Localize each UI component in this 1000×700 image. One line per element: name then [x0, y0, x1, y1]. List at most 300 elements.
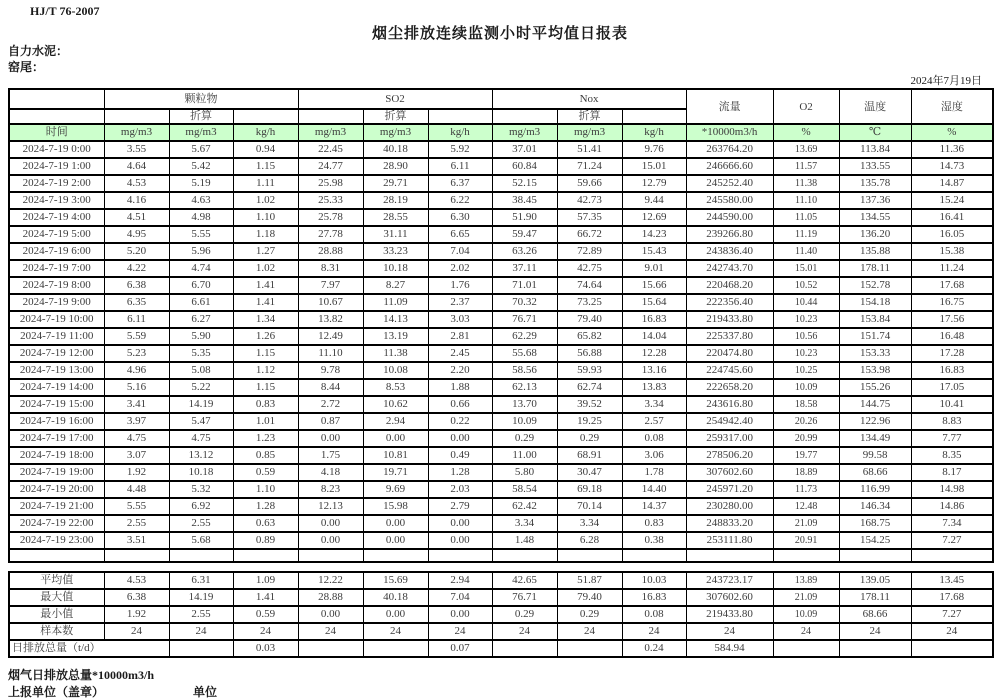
value-cell: 2.45: [428, 345, 492, 362]
value-cell: 5.96: [169, 243, 233, 260]
value-cell: 16.75: [911, 294, 993, 311]
value-cell: 28.88: [298, 243, 363, 260]
value-cell: 28.55: [363, 209, 428, 226]
value-cell: 8.17: [911, 464, 993, 481]
value-cell: 0.63: [233, 515, 298, 532]
table-row: [9, 175, 993, 192]
time-cell: 2024-7-19 8:00: [9, 277, 104, 294]
value-cell: 153.33: [839, 345, 911, 362]
blank-cell: [686, 549, 773, 562]
value-cell: 122.96: [839, 413, 911, 430]
summary-value-cell: 16.83: [622, 589, 686, 606]
time-cell: 2024-7-19 20:00: [9, 481, 104, 498]
summary-row: [9, 623, 993, 640]
value-cell: 69.18: [557, 481, 622, 498]
unit-header: kg/h: [622, 124, 686, 141]
value-cell: 16.05: [911, 226, 993, 243]
value-cell: 3.03: [428, 311, 492, 328]
value-cell: 19.77: [773, 447, 839, 464]
summary-value-cell: 7.04: [428, 589, 492, 606]
time-cell: 2024-7-19 22:00: [9, 515, 104, 532]
value-cell: 14.23: [622, 226, 686, 243]
table-row: [9, 260, 993, 277]
value-cell: 3.07: [104, 447, 169, 464]
table-row: [9, 328, 993, 345]
value-cell: 3.97: [104, 413, 169, 430]
value-cell: 16.41: [911, 209, 993, 226]
value-cell: 245252.40: [686, 175, 773, 192]
summary-value-cell: 24: [298, 623, 363, 640]
value-cell: 5.22: [169, 379, 233, 396]
value-cell: 225337.80: [686, 328, 773, 345]
time-cell: 2024-7-19 5:00: [9, 226, 104, 243]
value-cell: 153.98: [839, 362, 911, 379]
value-cell: 8.53: [363, 379, 428, 396]
value-cell: 2.37: [428, 294, 492, 311]
value-cell: 6.35: [104, 294, 169, 311]
value-cell: 10.62: [363, 396, 428, 413]
value-cell: 1.75: [298, 447, 363, 464]
value-cell: 10.41: [911, 396, 993, 413]
value-cell: 22.45: [298, 141, 363, 158]
value-cell: 0.00: [363, 532, 428, 549]
value-cell: 31.11: [363, 226, 428, 243]
value-cell: 71.01: [492, 277, 557, 294]
value-cell: 4.75: [104, 430, 169, 447]
time-cell: 2024-7-19 19:00: [9, 464, 104, 481]
value-cell: 28.19: [363, 192, 428, 209]
value-cell: 1.02: [233, 260, 298, 277]
value-cell: 3.34: [492, 515, 557, 532]
value-cell: 8.83: [911, 413, 993, 430]
summary-value-cell: 0.00: [428, 606, 492, 623]
summary-value-cell: 24: [363, 623, 428, 640]
value-cell: 15.01: [773, 260, 839, 277]
value-cell: 17.68: [911, 277, 993, 294]
value-cell: 134.49: [839, 430, 911, 447]
summary-value-cell: 10.09: [773, 606, 839, 623]
summary-value-cell: 1.92: [104, 606, 169, 623]
value-cell: 6.92: [169, 498, 233, 515]
value-cell: 2.55: [169, 515, 233, 532]
time-cell: 2024-7-19 0:00: [9, 141, 104, 158]
time-header-blank: [9, 89, 104, 109]
summary-value-cell: 2.55: [169, 606, 233, 623]
table-row: [9, 379, 993, 396]
blank-cell: [104, 109, 169, 124]
report-unit-line: [8, 683, 408, 700]
value-cell: 12.13: [298, 498, 363, 515]
value-cell: 7.77: [911, 430, 993, 447]
blank-cell: [9, 549, 104, 562]
value-cell: 6.22: [428, 192, 492, 209]
value-cell: 239266.80: [686, 226, 773, 243]
summary-label: 最大值: [9, 589, 104, 606]
value-cell: 2.94: [363, 413, 428, 430]
summary-value-cell: 6.31: [169, 572, 233, 589]
value-cell: 1.92: [104, 464, 169, 481]
value-cell: 18.58: [773, 396, 839, 413]
summary-row: [9, 589, 993, 606]
time-cell: 2024-7-19 11:00: [9, 328, 104, 345]
summary-value-cell: 0.08: [622, 606, 686, 623]
summary-value-cell: 10.03: [622, 572, 686, 589]
value-cell: 224745.60: [686, 362, 773, 379]
value-cell: 146.34: [839, 498, 911, 515]
value-cell: 151.74: [839, 328, 911, 345]
value-cell: 2.02: [428, 260, 492, 277]
summary-value-cell: 139.05: [839, 572, 911, 589]
summary-value-cell: 0.00: [298, 606, 363, 623]
value-cell: 59.47: [492, 226, 557, 243]
summary-value-cell: 17.68: [911, 589, 993, 606]
value-cell: 7.27: [911, 532, 993, 549]
value-cell: 13.83: [622, 379, 686, 396]
value-cell: 20.99: [773, 430, 839, 447]
value-cell: 52.15: [492, 175, 557, 192]
value-cell: 253111.80: [686, 532, 773, 549]
value-cell: 21.09: [773, 515, 839, 532]
value-cell: 15.98: [363, 498, 428, 515]
table-row: [9, 413, 993, 430]
time-cell: 2024-7-19 21:00: [9, 498, 104, 515]
value-cell: 1.12: [233, 362, 298, 379]
value-cell: 1.48: [492, 532, 557, 549]
value-cell: 13.82: [298, 311, 363, 328]
value-cell: 6.65: [428, 226, 492, 243]
value-cell: 4.22: [104, 260, 169, 277]
value-cell: 245580.00: [686, 192, 773, 209]
value-cell: 62.74: [557, 379, 622, 396]
value-cell: 0.29: [492, 430, 557, 447]
value-cell: 222658.20: [686, 379, 773, 396]
value-cell: 11.24: [911, 260, 993, 277]
unit-header: %: [911, 124, 993, 141]
value-cell: 39.52: [557, 396, 622, 413]
value-cell: 1.11: [233, 175, 298, 192]
table-row: [9, 481, 993, 498]
summary-value-cell: 2.94: [428, 572, 492, 589]
value-cell: 1.10: [233, 209, 298, 226]
value-cell: 2.72: [298, 396, 363, 413]
value-cell: 14.86: [911, 498, 993, 515]
value-cell: 10.18: [363, 260, 428, 277]
summary-value-cell: 307602.60: [686, 589, 773, 606]
value-cell: 12.69: [622, 209, 686, 226]
value-cell: 5.80: [492, 464, 557, 481]
value-cell: 178.11: [839, 260, 911, 277]
value-cell: 259317.00: [686, 430, 773, 447]
value-cell: 38.45: [492, 192, 557, 209]
value-cell: 28.90: [363, 158, 428, 175]
value-cell: 2.03: [428, 481, 492, 498]
daily-total-cell: [169, 640, 233, 657]
value-cell: 5.20: [104, 243, 169, 260]
value-cell: 14.04: [622, 328, 686, 345]
report-unit-label: 上报单位（盖章）: [8, 685, 105, 699]
value-cell: 243616.80: [686, 396, 773, 413]
time-cell: 2024-7-19 18:00: [9, 447, 104, 464]
value-cell: 8.31: [298, 260, 363, 277]
summary-value-cell: 219433.80: [686, 606, 773, 623]
summary-value-cell: 24: [492, 623, 557, 640]
col-header-flow: 流量: [686, 89, 773, 124]
value-cell: 0.49: [428, 447, 492, 464]
value-cell: 19.71: [363, 464, 428, 481]
table-row: [9, 277, 993, 294]
value-cell: 0.85: [233, 447, 298, 464]
value-cell: 10.09: [492, 413, 557, 430]
value-cell: 4.16: [104, 192, 169, 209]
value-cell: 220474.80: [686, 345, 773, 362]
page-title: 烟尘排放连续监测小时平均值日报表: [371, 26, 628, 42]
value-cell: 62.13: [492, 379, 557, 396]
value-cell: 59.93: [557, 362, 622, 379]
value-cell: 57.35: [557, 209, 622, 226]
value-cell: 230280.00: [686, 498, 773, 515]
value-cell: 5.67: [169, 141, 233, 158]
table-row: [9, 515, 993, 532]
value-cell: 10.25: [773, 362, 839, 379]
value-cell: 4.64: [104, 158, 169, 175]
daily-total-cell: [911, 640, 993, 657]
value-cell: 55.68: [492, 345, 557, 362]
col-header-temp: 温度: [839, 89, 911, 124]
value-cell: 136.20: [839, 226, 911, 243]
blank-cell: [492, 109, 557, 124]
summary-value-cell: 14.19: [169, 589, 233, 606]
value-cell: 7.97: [298, 277, 363, 294]
value-cell: 5.35: [169, 345, 233, 362]
unit-header: mg/m3: [492, 124, 557, 141]
value-cell: 0.59: [233, 464, 298, 481]
value-cell: 13.69: [773, 141, 839, 158]
time-cell: 2024-7-19 9:00: [9, 294, 104, 311]
value-cell: 73.25: [557, 294, 622, 311]
value-cell: 2.79: [428, 498, 492, 515]
unit-header: mg/m3: [298, 124, 363, 141]
table-row: [9, 311, 993, 328]
value-cell: 5.55: [169, 226, 233, 243]
time-cell: 2024-7-19 15:00: [9, 396, 104, 413]
value-cell: 8.44: [298, 379, 363, 396]
value-cell: 5.16: [104, 379, 169, 396]
unit-header: mg/m3: [557, 124, 622, 141]
value-cell: 71.24: [557, 158, 622, 175]
value-cell: 10.81: [363, 447, 428, 464]
value-cell: 12.79: [622, 175, 686, 192]
value-cell: 307602.60: [686, 464, 773, 481]
value-cell: 133.55: [839, 158, 911, 175]
value-cell: 56.88: [557, 345, 622, 362]
blank-cell: [428, 549, 492, 562]
value-cell: 2.57: [622, 413, 686, 430]
value-cell: 14.13: [363, 311, 428, 328]
value-cell: 72.89: [557, 243, 622, 260]
value-cell: 245971.20: [686, 481, 773, 498]
value-cell: 14.19: [169, 396, 233, 413]
value-cell: 65.82: [557, 328, 622, 345]
value-cell: 70.32: [492, 294, 557, 311]
value-cell: 12.28: [622, 345, 686, 362]
standard-code: HJ/T 76-2007: [30, 4, 100, 18]
value-cell: 4.48: [104, 481, 169, 498]
value-cell: 11.36: [911, 141, 993, 158]
value-cell: 5.32: [169, 481, 233, 498]
value-cell: 27.78: [298, 226, 363, 243]
daily-total-row: [9, 640, 993, 657]
value-cell: 9.76: [622, 141, 686, 158]
value-cell: 0.89: [233, 532, 298, 549]
value-cell: 17.56: [911, 311, 993, 328]
value-cell: 37.01: [492, 141, 557, 158]
value-cell: 6.11: [428, 158, 492, 175]
value-cell: 40.18: [363, 141, 428, 158]
value-cell: 42.75: [557, 260, 622, 277]
value-cell: 58.56: [492, 362, 557, 379]
value-cell: 1.18: [233, 226, 298, 243]
value-cell: 0.29: [557, 430, 622, 447]
value-cell: 10.52: [773, 277, 839, 294]
summary-value-cell: 79.40: [557, 589, 622, 606]
table-row: [9, 243, 993, 260]
value-cell: 6.70: [169, 277, 233, 294]
value-cell: 222356.40: [686, 294, 773, 311]
value-cell: 8.27: [363, 277, 428, 294]
table-row: [9, 345, 993, 362]
blank-cell: [9, 109, 104, 124]
unit-header: %: [773, 124, 839, 141]
table-row: [9, 362, 993, 379]
daily-total-cell: [773, 640, 839, 657]
value-cell: 12.48: [773, 498, 839, 515]
value-cell: 14.73: [911, 158, 993, 175]
value-cell: 6.38: [104, 277, 169, 294]
daily-total-cell: [839, 640, 911, 657]
blank-cell: [169, 549, 233, 562]
daily-total-cell: [492, 640, 557, 657]
summary-body: [9, 572, 993, 657]
value-cell: 5.68: [169, 532, 233, 549]
value-cell: 1.15: [233, 158, 298, 175]
value-cell: 248833.20: [686, 515, 773, 532]
value-cell: 1.23: [233, 430, 298, 447]
value-cell: 11.73: [773, 481, 839, 498]
unit-header: *10000m3/h: [686, 124, 773, 141]
table-row: [9, 464, 993, 481]
value-cell: 154.18: [839, 294, 911, 311]
blank-cell: [911, 549, 993, 562]
value-cell: 153.84: [839, 311, 911, 328]
blank-cell: [233, 109, 298, 124]
value-cell: 15.38: [911, 243, 993, 260]
value-cell: 62.42: [492, 498, 557, 515]
value-cell: 6.37: [428, 175, 492, 192]
value-cell: 13.12: [169, 447, 233, 464]
value-cell: 14.87: [911, 175, 993, 192]
group-header-nox: Nox: [492, 89, 686, 109]
unit-header: mg/m3: [169, 124, 233, 141]
value-cell: 144.75: [839, 396, 911, 413]
value-cell: 16.83: [622, 311, 686, 328]
blank-cell: [492, 549, 557, 562]
summary-value-cell: 21.09: [773, 589, 839, 606]
report-date: 2024年7月19日: [910, 75, 982, 87]
value-cell: 62.29: [492, 328, 557, 345]
time-cell: 2024-7-19 7:00: [9, 260, 104, 277]
value-cell: 11.10: [773, 192, 839, 209]
company-label: 自力水泥：: [8, 44, 69, 58]
value-cell: 243836.40: [686, 243, 773, 260]
value-cell: 6.11: [104, 311, 169, 328]
value-cell: 13.70: [492, 396, 557, 413]
value-cell: 0.08: [622, 430, 686, 447]
value-cell: 6.61: [169, 294, 233, 311]
value-cell: 14.98: [911, 481, 993, 498]
summary-label: 平均值: [9, 572, 104, 589]
value-cell: 7.34: [911, 515, 993, 532]
value-cell: 14.40: [622, 481, 686, 498]
value-cell: 3.41: [104, 396, 169, 413]
value-cell: 0.00: [428, 532, 492, 549]
daily-total-cell: [557, 640, 622, 657]
summary-value-cell: 24: [839, 623, 911, 640]
value-cell: 0.00: [298, 532, 363, 549]
daily-total-cell: 0.07: [428, 640, 492, 657]
value-cell: 278506.20: [686, 447, 773, 464]
summary-value-cell: 15.69: [363, 572, 428, 589]
blank-cell: [622, 549, 686, 562]
value-cell: 1.28: [233, 498, 298, 515]
value-cell: 24.77: [298, 158, 363, 175]
value-cell: 6.28: [557, 532, 622, 549]
value-cell: 15.43: [622, 243, 686, 260]
summary-value-cell: 7.27: [911, 606, 993, 623]
value-cell: 0.83: [622, 515, 686, 532]
summary-value-cell: 24: [686, 623, 773, 640]
daily-total-cell: 584.94: [686, 640, 773, 657]
value-cell: 2.81: [428, 328, 492, 345]
value-cell: 3.55: [104, 141, 169, 158]
value-cell: 17.05: [911, 379, 993, 396]
table-row: [9, 141, 993, 158]
summary-row: [9, 606, 993, 623]
summary-row: [9, 572, 993, 589]
blank-cell: [298, 549, 363, 562]
value-cell: 2.55: [104, 515, 169, 532]
table-row: [9, 226, 993, 243]
value-cell: 0.22: [428, 413, 492, 430]
value-cell: 11.19: [773, 226, 839, 243]
value-cell: 6.30: [428, 209, 492, 226]
value-cell: 5.90: [169, 328, 233, 345]
unit-header: kg/h: [428, 124, 492, 141]
value-cell: 79.40: [557, 311, 622, 328]
summary-value-cell: 24: [557, 623, 622, 640]
summary-value-cell: 1.41: [233, 589, 298, 606]
summary-value-cell: 24: [104, 623, 169, 640]
value-cell: 4.53: [104, 175, 169, 192]
summary-label: 样本数: [9, 623, 104, 640]
value-cell: 154.25: [839, 532, 911, 549]
blank-cell: [622, 109, 686, 124]
value-cell: 11.38: [773, 175, 839, 192]
value-cell: 1.41: [233, 294, 298, 311]
value-cell: 63.26: [492, 243, 557, 260]
summary-value-cell: 28.88: [298, 589, 363, 606]
value-cell: 5.42: [169, 158, 233, 175]
value-cell: 14.37: [622, 498, 686, 515]
